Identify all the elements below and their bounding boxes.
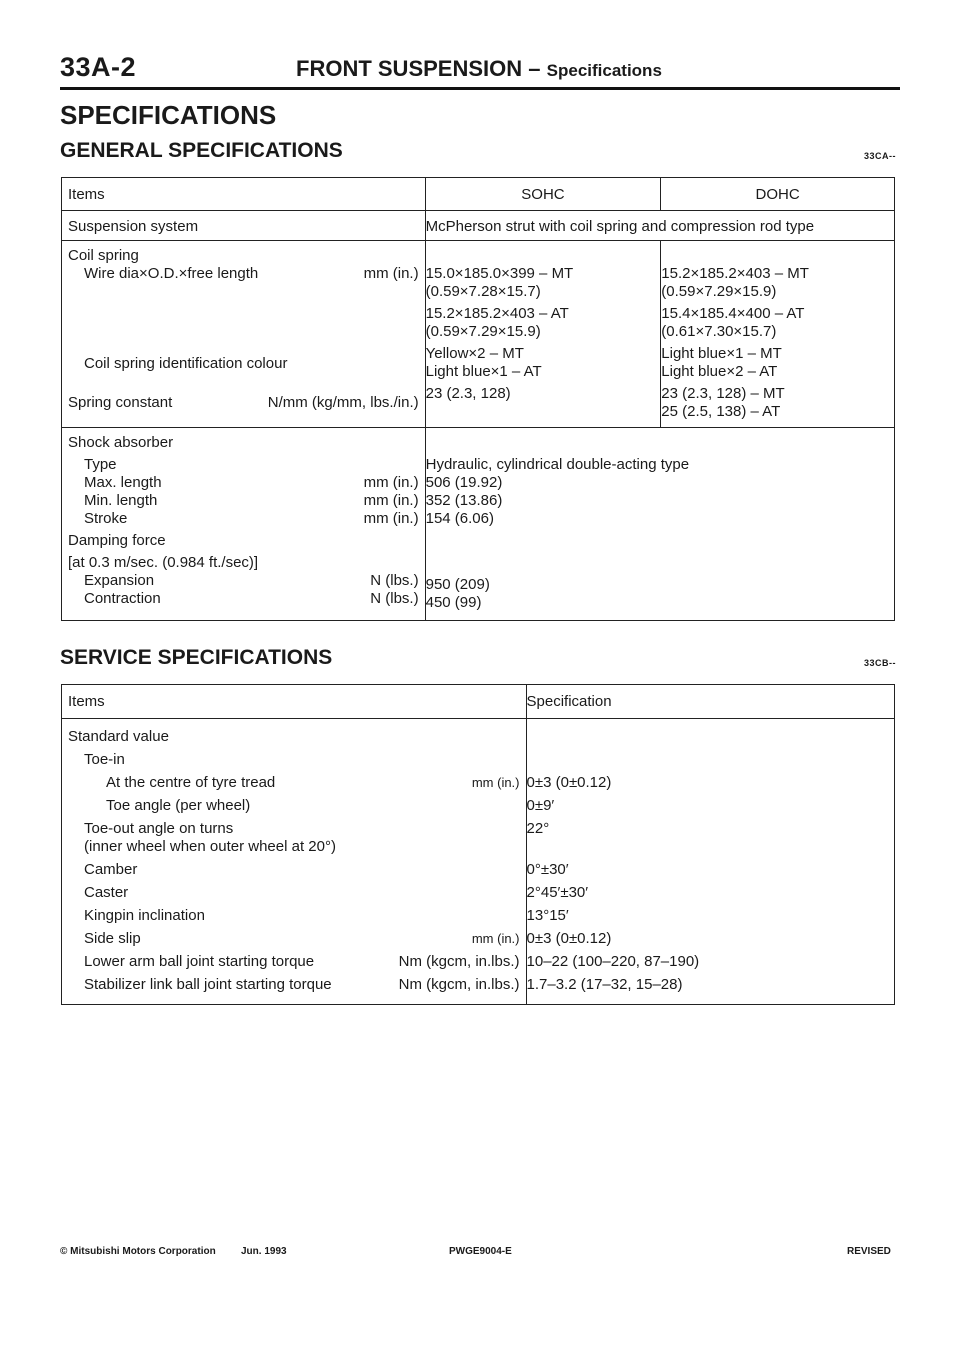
general-specs-table: [61, 177, 895, 621]
type-label: Type: [84, 456, 117, 473]
shock-absorber-values: [425, 428, 894, 621]
col-header-items: Items: [62, 178, 426, 211]
lower-arm-label: Lower arm ball joint starting torque: [84, 953, 315, 970]
side-slip-label: Side slip: [84, 930, 141, 947]
header-dash: –: [528, 56, 541, 81]
coil-spring-labels: [62, 241, 426, 428]
stabilizer-value: 1.7–3.2 (17–32, 15–28): [526, 976, 683, 993]
contraction-unit: N (lbs.): [370, 590, 419, 607]
lower-arm-value: 10–22 (100–220, 87–190): [526, 953, 700, 970]
min-length-value: 352 (13.86): [425, 492, 503, 509]
damping-condition-label: [at 0.3 m/sec. (0.984 ft./sec)]: [68, 554, 259, 571]
max-length-unit: mm (in.): [363, 474, 419, 491]
page-header-title: [296, 56, 662, 82]
spring-constant-unit: N/mm (kg/mm, lbs./in.): [267, 394, 419, 411]
contraction-value: 450 (99): [425, 594, 482, 611]
service-specs-code: 33CB--: [864, 658, 897, 668]
toe-in-label: Toe-in: [84, 751, 125, 768]
col-header-sohc: SOHC: [425, 178, 661, 211]
general-specs-heading: GENERAL SPECIFICATIONS: [60, 139, 343, 162]
toe-out-value: 22°: [526, 820, 550, 837]
col-header-items: Items: [62, 685, 527, 719]
expansion-row: [68, 572, 425, 590]
dohc-wire-at: 15.4×185.4×400 – AT: [661, 305, 805, 322]
page-heading: SPECIFICATIONS: [60, 100, 277, 130]
page-number: 33A-2: [60, 52, 137, 82]
service-specs-table: [61, 684, 895, 1005]
lower-arm-row: [68, 950, 526, 973]
kingpin-label: Kingpin inclination: [84, 907, 205, 924]
stabilizer-row: [68, 973, 526, 996]
side-slip-unit: mm (in.): [471, 931, 520, 946]
col-header-dohc: DOHC: [661, 178, 895, 211]
sohc-coil-values: [425, 241, 661, 428]
expansion-unit: N (lbs.): [370, 572, 419, 589]
table-row: [62, 211, 895, 241]
dohc-coil-values: [661, 241, 895, 428]
shock-absorber-labels: [62, 428, 426, 621]
sohc-wire-at-in: (0.59×7.29×15.9): [425, 323, 541, 340]
section-title: FRONT SUSPENSION: [296, 56, 523, 81]
min-length-row: [68, 492, 425, 510]
wire-dimensions-row: [68, 265, 425, 283]
toe-out-label: Toe-out angle on turns: [84, 820, 234, 837]
centre-tread-unit: mm (in.): [471, 775, 520, 790]
service-specs-heading: SERVICE SPECIFICATIONS: [60, 646, 333, 669]
max-length-label: Max. length: [84, 474, 162, 491]
contraction-row: [68, 590, 425, 608]
sohc-spring-constant: 23 (2.3, 128): [425, 385, 511, 402]
caster-label: Caster: [84, 884, 129, 901]
max-length-value: 506 (19.92): [425, 474, 503, 491]
toe-angle-label: Toe angle (per wheel): [106, 797, 251, 814]
stabilizer-label: Stabilizer link ball joint starting torque: [84, 976, 332, 993]
suspension-system-value: McPherson strut with coil spring and compression rod type: [425, 211, 894, 241]
contraction-label: Contraction: [84, 590, 161, 607]
table-header-row: [62, 178, 895, 211]
sohc-wire-mt-in: (0.59×7.28×15.7): [425, 283, 541, 300]
min-length-unit: mm (in.): [363, 492, 419, 509]
general-specs-code: 33CA--: [864, 151, 897, 161]
lower-arm-unit: Nm (kgcm, in.lbs.): [398, 953, 520, 970]
dohc-spring-constant-mt: 23 (2.3, 128) – MT: [661, 385, 785, 402]
centre-tread-label: At the centre of tyre tread: [106, 774, 276, 791]
max-length-row: [68, 474, 425, 492]
colour-label: Coil spring identification colour: [84, 355, 288, 372]
stroke-row: [68, 510, 425, 528]
table-row: [62, 428, 895, 621]
spring-constant-label: Spring constant: [68, 394, 173, 411]
wire-dimensions-unit: mm (in.): [363, 265, 419, 282]
sohc-colour-at: Light blue×1 – AT: [425, 363, 542, 380]
section-subtitle: Specifications: [546, 61, 662, 80]
min-length-label: Min. length: [84, 492, 158, 509]
dohc-wire-mt: 15.2×185.2×403 – MT: [661, 265, 809, 282]
caster-value: 2°45′±30′: [526, 884, 589, 901]
table-header-row: [62, 685, 895, 719]
dohc-wire-mt-in: (0.59×7.29×15.9): [661, 283, 777, 300]
stroke-unit: mm (in.): [363, 510, 419, 527]
footer-doc-code: PWGE9004-E: [449, 1246, 512, 1257]
footer-status: REVISED: [847, 1246, 891, 1257]
type-value: Hydraulic, cylindrical double-acting type: [425, 456, 690, 473]
header-rule: [60, 87, 900, 90]
service-item-labels: [62, 719, 527, 1005]
service-spec-values: [526, 719, 894, 1005]
col-header-specification: Specification: [526, 685, 894, 719]
coil-spring-label: Coil spring: [68, 247, 139, 264]
kingpin-value: 13°15′: [526, 907, 569, 924]
expansion-label: Expansion: [84, 572, 155, 589]
shock-absorber-label: Shock absorber: [68, 434, 174, 451]
camber-value: 0°±30′: [526, 861, 569, 878]
sohc-wire-at: 15.2×185.2×403 – AT: [425, 305, 569, 322]
table-row: [62, 719, 895, 1005]
footer-date: Jun. 1993: [241, 1246, 287, 1257]
side-slip-row: [68, 927, 526, 950]
camber-label: Camber: [84, 861, 138, 878]
centre-tread-row: [68, 771, 526, 794]
centre-tread-value: 0±3 (0±0.12): [526, 774, 612, 791]
dohc-spring-constant-at: 25 (2.5, 138) – AT: [661, 403, 781, 420]
dohc-colour-at: Light blue×2 – AT: [661, 363, 778, 380]
toe-angle-value: 0±9′: [526, 797, 555, 814]
toe-out-label-detail: (inner wheel when outer wheel at 20°): [84, 838, 336, 855]
suspension-system-label: Suspension system: [62, 211, 426, 241]
stroke-label: Stroke: [84, 510, 128, 527]
spring-constant-row: [68, 394, 425, 412]
sohc-colour-mt: Yellow×2 – MT: [425, 345, 524, 362]
stabilizer-unit: Nm (kgcm, in.lbs.): [398, 976, 520, 993]
dohc-wire-at-in: (0.61×7.30×15.7): [661, 323, 777, 340]
dohc-colour-mt: Light blue×1 – MT: [661, 345, 782, 362]
sohc-wire-mt: 15.0×185.0×399 – MT: [425, 265, 574, 282]
footer-copyright: © Mitsubishi Motors Corporation: [60, 1246, 216, 1257]
stroke-value: 154 (6.06): [425, 510, 494, 527]
table-row: [62, 241, 895, 428]
standard-value-label: Standard value: [68, 728, 169, 745]
damping-force-label: Damping force: [68, 532, 166, 549]
expansion-value: 950 (209): [425, 576, 490, 593]
side-slip-value: 0±3 (0±0.12): [526, 930, 612, 947]
wire-dimensions-label: Wire dia×O.D.×free length: [84, 265, 259, 282]
